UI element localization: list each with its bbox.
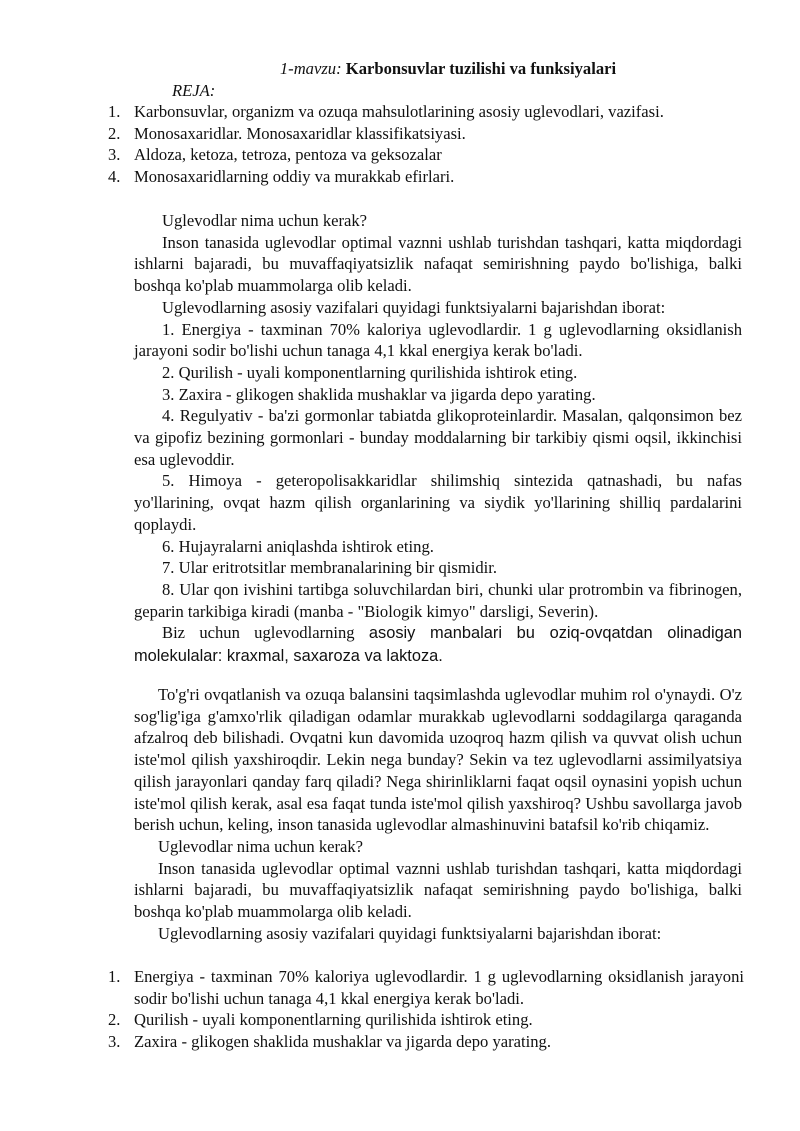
list-item: 3. Zaxira - glikogen shaklida mushaklar va jigarda depo yarating. [108,1032,552,1052]
function-item: 6. Hujayralarni aniqlashda ishtirok eting. [162,536,434,556]
paragraph: To'g'ri ovqatlanish va ozuqa balansini taqsimlashda uglevodlar muhim rol o'ynaydi. O'z sog'lig'iga g'amxo'rlik qiladigan odamlar murakkab uglevodlarni soddagilarga qaraganda afzalroq deb bilishadi. Ovqatni kun davomida uzoqroq hazm qilish va quvvat olish uchun iste'mol qilish yaxshiroqdir. Lekin nega bunday? Sekin va tez uglevodlarni assimilyatsiya qilish jarayonlari qanday farq qiladi? Nega shirinliklarni faqat oqsil oynasini yopish uchun iste'mol qilish kerak, asal esa faqat tunda iste'mol qilish yaxshiroq? Ushbu savollarga javob berish uchun, keling, inson tanasida uglevodlar almashinuvini batafsil ko'rib chiqamiz. [134,685,742,835]
list-item: 1. Energiya - taxminan 70% kaloriya uglevodlardir. 1 g uglevodlarning oksidlanish jarayoni sodir bo'lishi uchun tanaga 4,1 kkal energiya kerak bo'ladi. [108,967,744,1008]
list-item: 1. Karbonsuvlar, organizm va ozuqa mahsulotlarining asosiy uglevodlari, vazifasi. [108,102,664,121]
list-item: 3. Aldoza, ketoza, tetroza, pentoza va geksozalar [108,145,442,165]
paragraph: Uglevodlarning asosiy vazifalari quyidagi funktsiyalarni bajarishdan iborat: [162,297,666,317]
sources-paragraph: Biz uchun uglevodlarning asosiy manbalari bu oziq-ovqatdan olinadigan molekulalar: kraxmal, saxaroza va laktoza. [134,623,742,666]
question-heading: Uglevodlar nima uchun kerak? [158,836,364,856]
paragraph: Inson tanasida uglevodlar optimal vaznni ushlab turishdan tashqari, katta miqdordagi ishlarni bajaradi, bu muvaffaqiyatsizlik nafaqat semirishning paydo bo'lishiga, balki boshqa ko'plab muammolarga olib keladi. [134,858,742,922]
function-item: 5. Himoya - geteropolisakkaridlar shilimshiq sintezida qatnashadi, bu nafas yo'llarining, ovqat hazm qilish organlarining va siydik yo'llarining shilliq pardalarini qoplaydi. [134,471,742,534]
question-heading: Uglevodlar nima uchun kerak? [162,211,368,230]
functions-list [108,966,744,1053]
plan-heading: REJA: [172,81,216,100]
function-item: 1. Energiya - taxminan 70% kaloriya uglevodlardir. 1 g uglevodlarning oksidlanish jarayoni sodir bo'lishi uchun tanaga 4,1 kkal energiya kerak bo'ladi. [134,319,742,361]
list-item: 4. Monosaxaridlarning oddiy va murakkab efirlari. [108,167,455,187]
function-item: 2. Qurilish - uyali komponentlarning qurilishida ishtirok eting. [162,362,578,382]
function-item: 7. Ular eritrotsitlar membranalarining bir qismidir. [162,558,498,578]
list-item: 2. Monosaxaridlar. Monosaxaridlar klassifikatsiyasi. [108,123,466,143]
function-item: 4. Regulyativ - ba'zi gormonlar tabiatda glikoproteinlardir. Masalan, qalqonsimon bez va gipofiz bezining gormonlari - bunday moddalarning bir tarkibiy qismi oqsil, ikkinchisi esa uglevoddir. [134,406,742,469]
section-nutrition [134,684,742,944]
topic-label: 1-mavzu: [279,59,342,78]
section-functions [134,210,742,668]
page-title [0,58,800,80]
paragraph: Inson tanasida uglevodlar optimal vaznni ushlab turishdan tashqari, katta miqdordagi ishlarni bajaradi, bu muvaffaqiyatsizlik nafaqat semirishning paydo bo'lishiga, balki boshqa ko'plab muammolarga olib keladi. [134,232,742,296]
paragraph: Uglevodlarning asosiy vazifalari quyidagi funktsiyalarni bajarishdan iborat: [158,923,662,943]
function-item: 8. Ular qon ivishini tartibga soluvchilardan biri, chunki ular protrombin va fibrinogen, geparin tarkibiga kiradi (manba - "Biologik kimyo" darsligi, Severin). [134,579,742,621]
list-item: 2. Qurilish - uyali komponentlarning qurilishida ishtirok eting. [108,1010,533,1030]
topic-name: Karbonsuvlar tuzilishi va funksiyalari [345,59,617,78]
function-item: 3. Zaxira - glikogen shaklida mushaklar va jigarda depo yarating. [162,384,596,404]
plan-list [108,101,748,188]
